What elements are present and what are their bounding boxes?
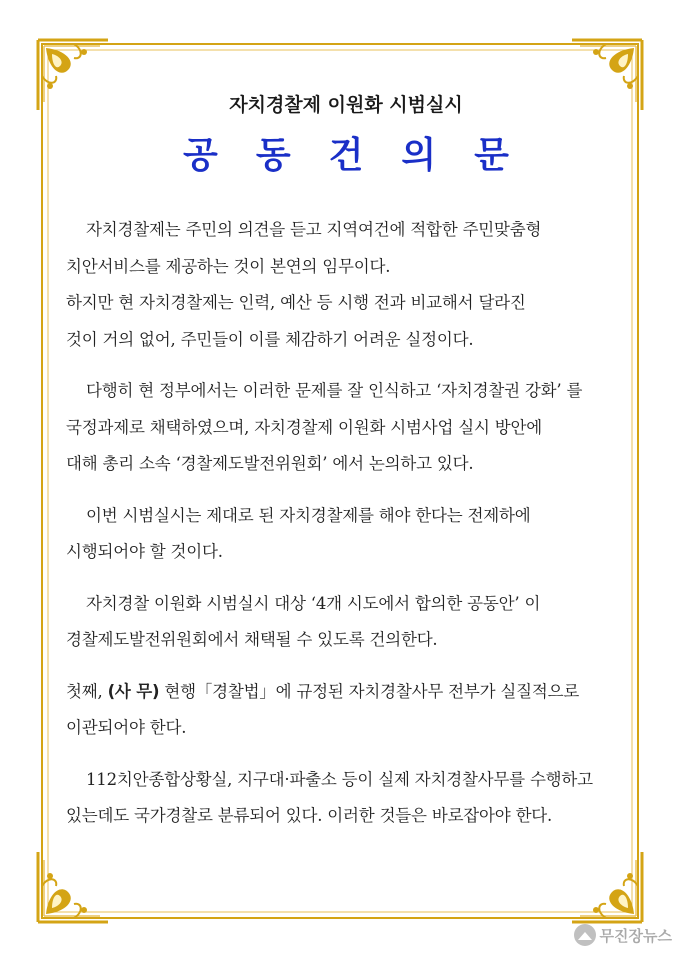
paragraph-4 [66,498,626,571]
para6-line2: 이관되어야 한다. [66,718,187,737]
para3-line2: 국정과제로 채택하였으며, 자치경찰제 이원화 시범사업 실시 방안에 [66,417,543,437]
paragraph-5 [66,586,626,659]
para7-line2: 있는데도 국가경찰로 분류되어 있다. 이러한 것들은 바로잡아야 한다. [66,806,553,825]
para5-line1: 자치경찰 이원화 시범실시 대상 ‘4개 시도에서 합의한 공동안’ 이 [86,593,541,613]
para3-line1: 다행히 현 정부에서는 이러한 문제를 잘 인식하고 ‘자치경찰권 강화’ 를 [86,381,583,400]
para3-line3: 대해 총리 소속 ‘경찰제도발전위원회’ 에서 논의하고 있다. [66,454,474,473]
paragraph-3 [66,373,626,483]
para7-line1: 112치안종합상황실, 지구대·파출소 등이 실제 자치경찰사무를 수행하고 [86,769,593,789]
para2-line1: 하지만 현 자치경찰제는 인력, 예산 등 시행 전과 비교해서 달라진 [66,293,526,312]
para6-prefix: 첫째, [66,681,108,701]
paragraph-1 [66,212,626,285]
watermark [574,924,672,946]
document-body [66,90,626,835]
paragraph-6 [66,674,626,747]
para5-line2: 경찰제도발전위원회에서 채택될 수 있도록 건의한다. [66,630,438,649]
para2-line2: 것이 거의 없어, 주민들이 이를 체감하기 어려운 실정이다. [66,329,474,349]
mountain-logo-icon [574,924,596,946]
watermark-text: 무진장뉴스 [599,926,672,945]
para6-bold-label: (사 무) [107,681,160,701]
paragraph-2 [66,285,626,358]
paragraph-7 [66,762,626,835]
para4-line1: 이번 시범실시는 제대로 된 자치경찰제를 해야 한다는 전제하에 [86,505,531,525]
para6-line1: 현행「경찰법」에 규정된 자치경찰사무 전부가 실질적으로 [159,681,580,701]
para1-line2: 치안서비스를 제공하는 것이 본연의 임무이다. [66,256,391,276]
para4-line2: 시행되어야 할 것이다. [66,542,223,561]
para1-line1: 자치경찰제는 주민의 의견을 듣고 지역여건에 적합한 주민맞춤형 [86,220,542,239]
document-subtitle: 자치경찰제 이원화 시범실시 [229,94,463,116]
document-title: 공동건의문 [183,134,547,176]
